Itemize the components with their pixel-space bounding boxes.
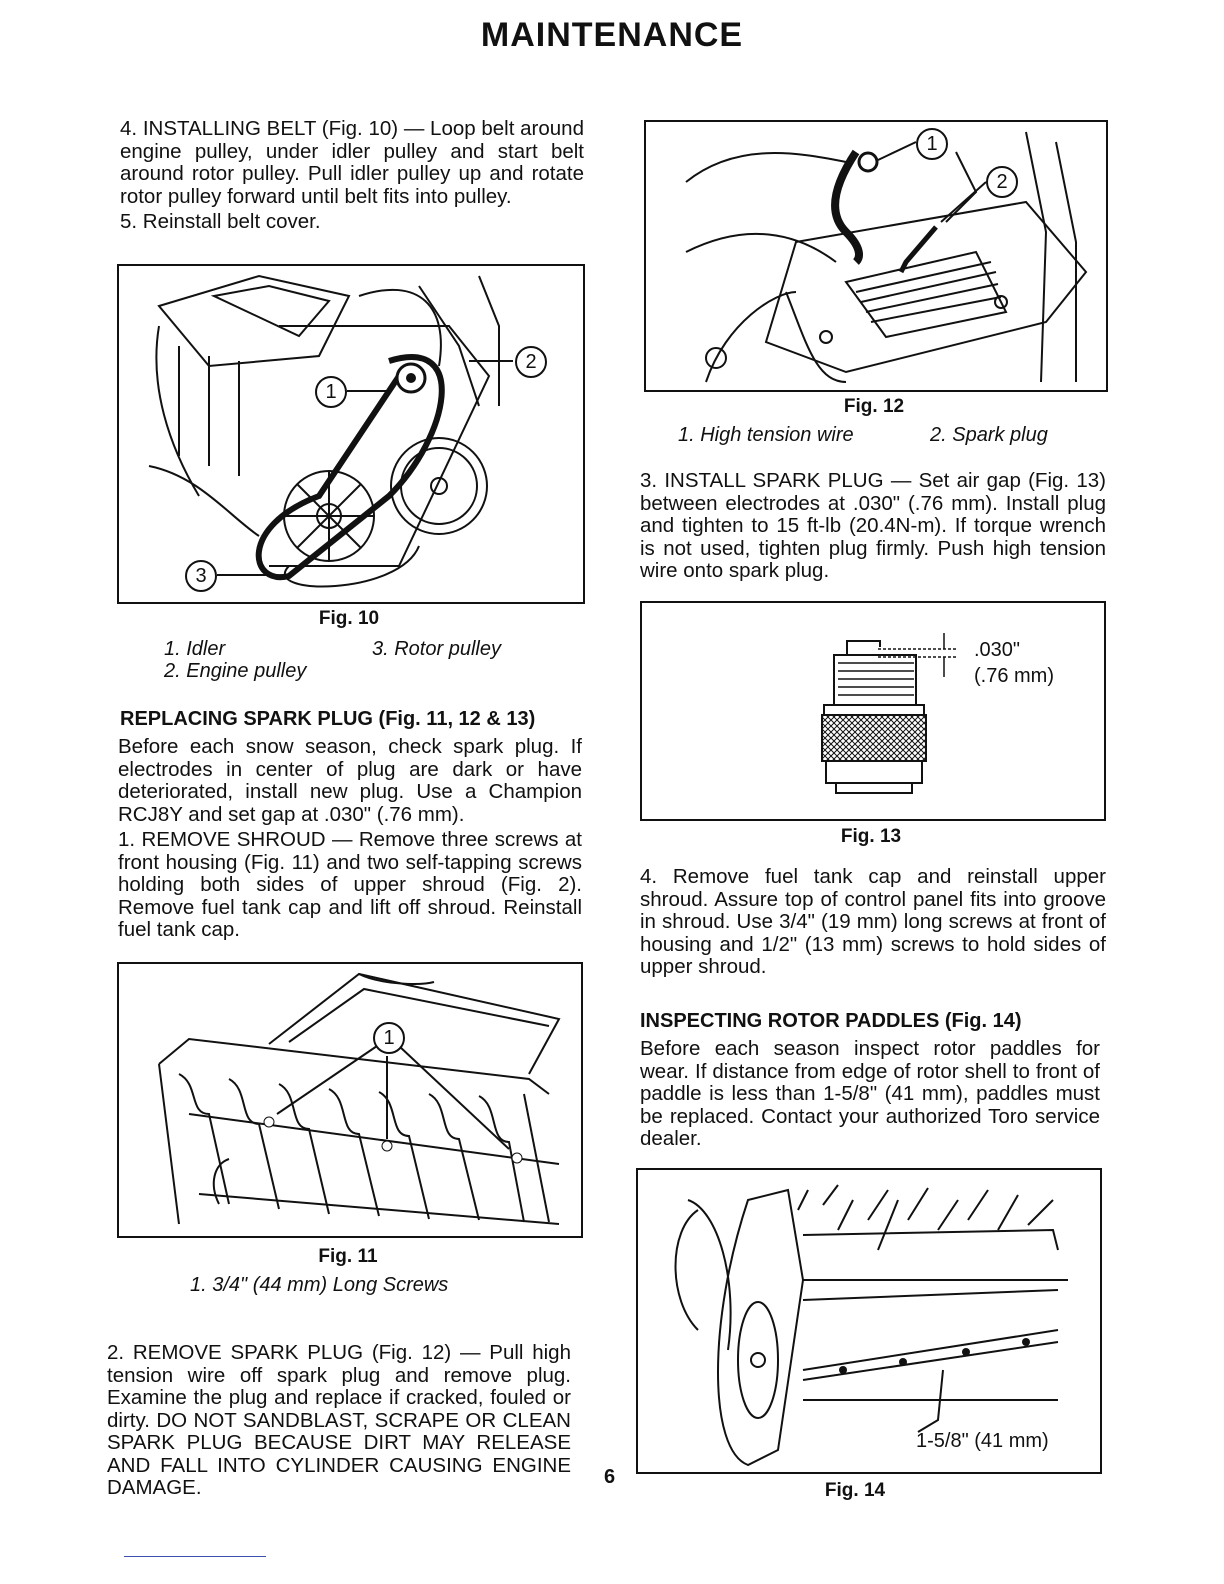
fig13-label: Fig. 13: [840, 826, 902, 847]
figure-10-belt-illustration: [117, 264, 585, 604]
step4-installing-belt: 4. INSTALLING BELT (Fig. 10) — Loop belt around engine pulley, under idler pulley and start belt around rotor pulley. Pull idler pulley up and rotate rotor pulley forward until belt fits into pulley.: [120, 117, 584, 208]
rotor-paddles-drawing: [638, 1170, 1100, 1472]
fig10-callout-2: 2: [515, 346, 547, 378]
fig10-arrow-3: [217, 574, 267, 576]
figure-14-rotor-paddles: [636, 1168, 1102, 1474]
shroud-drawing: [119, 964, 581, 1236]
fig10-callout-1: 1: [315, 376, 347, 408]
left-middle-text: [118, 736, 582, 945]
replacing-spark-plug-heading: REPLACING SPARK PLUG (Fig. 11, 12 & 13): [120, 708, 536, 730]
belt-drawing: [119, 266, 583, 602]
spark-plug-gap-drawing: [642, 603, 1104, 819]
fig10-legend-idler: 1. Idler: [164, 638, 226, 660]
reinstall-shroud-text: 4. Remove fuel tank cap and reinstall upper shroud. Assure top of control panel fits into groove in shroud. Use 3/4" (19 mm) long screws at front of housing and 1/2" (13 mm) screws to hold sides of upper shroud.: [640, 865, 1106, 978]
left-top-text: [120, 118, 584, 237]
figure-13-spark-plug-gap: [640, 601, 1106, 821]
inspecting-rotor-paddles-heading: INSPECTING ROTOR PADDLES (Fig. 14): [640, 1010, 1022, 1032]
fig10-arrow-2: [469, 360, 513, 362]
fig10-legend-engine-pulley: 2. Engine pulley: [164, 660, 307, 682]
fig12-callout-2: 2: [986, 166, 1018, 198]
fig12-callout-1: 1: [916, 128, 948, 160]
figure-12-spark-plug-illustration: [644, 120, 1108, 392]
fig10-legend-rotor-pulley: 3. Rotor pulley: [372, 638, 501, 660]
fig11-legend-screws: 1. 3/4" (44 mm) Long Screws: [190, 1274, 449, 1296]
fig12-legend-spark-plug: 2. Spark plug: [930, 424, 1048, 446]
footer-rule: [124, 1556, 266, 1557]
fig12-legend-high-tension-wire: 1. High tension wire: [678, 424, 854, 446]
remove-spark-plug-text: 2. REMOVE SPARK PLUG (Fig. 12) — Pull high tension wire off spark plug and remove plug. Examine the plug and replace if cracked, fouled or dirty. DO NOT SANDBLAST, SCRAPE OR CLEAN SPARK PLUG BECAUSE DIRT MAY RELEASE AND FALL INTO CYLINDER CAUSING ENGINE DAMAGE.: [107, 1341, 571, 1499]
fig13-gap-inches: .030": [974, 639, 1021, 661]
step5-reinstall-cover: 5. Reinstall belt cover.: [120, 210, 321, 233]
fig13-gap-mm: (.76 mm): [974, 665, 1054, 687]
page-number: 6: [604, 1466, 616, 1488]
page-title: MAINTENANCE: [480, 16, 744, 54]
remove-shroud-text: 1. REMOVE SHROUD — Remove three screws at front housing (Fig. 11) and two self-tapping screws holding both sides of upper shroud (Fig. 2). Remove fuel tank cap and lift off shroud. Reinstall fuel tank cap.: [118, 828, 582, 941]
fig10-arrow-1: [347, 390, 387, 392]
fig14-label: Fig. 14: [824, 1480, 886, 1501]
spark-plug-removal-drawing: [646, 122, 1106, 390]
fig12-label: Fig. 12: [843, 396, 905, 417]
fig10-label: Fig. 10: [318, 608, 380, 629]
fig10-callout-3: 3: [185, 560, 217, 592]
rotor-paddles-text: Before each season inspect rotor paddles for wear. If distance from edge of rotor shell to front of paddle is less than 1-5/8" (41 mm), paddles must be replaced. Contact your authorized Toro service dealer.: [640, 1037, 1100, 1150]
fig14-measurement: 1-5/8" (41 mm): [916, 1430, 1049, 1452]
fig11-callout-1: 1: [373, 1022, 405, 1054]
install-spark-plug-text: 3. INSTALL SPARK PLUG — Set air gap (Fig. 13) between electrodes at .030" (.76 mm). Install plug and tighten to 15 ft-lb (20.4N-m). If torque wrench is not used, tighten plug firmly. Push high tension wire onto spark plug.: [640, 469, 1106, 582]
figure-11-shroud-illustration: [117, 962, 583, 1238]
spark-intro-text: Before each snow season, check spark plug. If electrodes in center of plug are dark or have deteriorated, install new plug. Use a Champion RCJ8Y and set gap at .030" (.76 mm).: [118, 735, 582, 826]
fig11-label: Fig. 11: [318, 1246, 378, 1267]
